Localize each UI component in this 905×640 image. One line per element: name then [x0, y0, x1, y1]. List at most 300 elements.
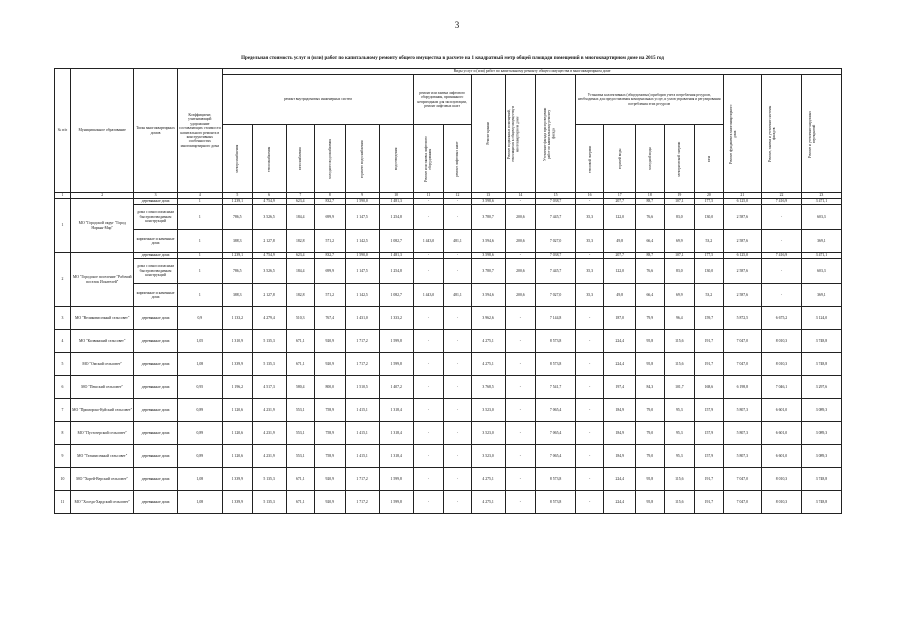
subheader-drainage: водоотведения	[394, 147, 399, 170]
house-type: деревянные дома	[134, 330, 177, 353]
price-value: 3 089,3	[801, 422, 841, 445]
price-value: 3 748,8	[801, 491, 841, 514]
price-value: 182,8	[286, 284, 314, 307]
column-number: 4	[177, 193, 222, 199]
price-value: 1 415,1	[345, 445, 379, 468]
price-value: 7 047,0	[723, 330, 762, 353]
house-type: дома с износоопасным быстровозводимым конструкций	[134, 259, 177, 284]
price-value: 191,7	[695, 491, 723, 514]
price-value: 786,5	[223, 259, 253, 284]
subheader-cell	[223, 125, 253, 193]
price-value: 1 415,1	[345, 422, 379, 445]
price-value: 1 120,6	[223, 445, 253, 468]
price-value: 671,1	[286, 491, 314, 514]
price-value: -	[413, 205, 444, 230]
price-value: -	[413, 259, 444, 284]
price-value: 5 872,5	[723, 307, 762, 330]
subheader-cell	[575, 125, 603, 193]
coefficient-value: 0,95	[177, 376, 222, 399]
header-house-types: Типы многоквартирных домов	[134, 69, 177, 193]
price-value: 758,9	[314, 399, 345, 422]
price-value: 1 717,2	[345, 491, 379, 514]
row-number: 5	[55, 353, 71, 376]
price-value: 79,0	[636, 399, 664, 422]
price-value: 1 599,8	[379, 330, 413, 353]
price-value: 88,7	[636, 199, 664, 205]
price-value: 1 717,2	[345, 468, 379, 491]
price-value: 5 807,3	[723, 399, 762, 422]
price-value: 1 717,2	[345, 353, 379, 376]
table-row	[55, 307, 842, 330]
price-value: 84,3	[636, 376, 664, 399]
price-value: 553,1	[286, 399, 314, 422]
price-value: -	[444, 353, 471, 376]
table-row	[55, 205, 842, 230]
price-value: 115,6	[664, 491, 695, 514]
house-type: деревянные дома	[134, 307, 177, 330]
price-value: 7 541,7	[536, 376, 576, 399]
price-value: 699,9	[314, 259, 345, 284]
price-value: 369,1	[801, 284, 841, 307]
price-value: 6 125,0	[723, 199, 762, 205]
price-value: -	[444, 205, 471, 230]
house-type: деревянные дома	[134, 445, 177, 468]
coefficient-value: 1	[177, 284, 222, 307]
price-value: 4 279,4	[252, 307, 286, 330]
price-value: 224,4	[604, 353, 636, 376]
price-value: 76,6	[636, 205, 664, 230]
price-value: 79,0	[636, 445, 664, 468]
price-value: 2 587,6	[723, 259, 762, 284]
price-value: -	[575, 491, 603, 514]
header-internal-group: ремонт внутридомовых инженерных систем	[223, 75, 414, 125]
price-value: 96,4	[664, 307, 695, 330]
price-value: -	[762, 205, 802, 230]
price-value: 224,4	[604, 468, 636, 491]
price-value: 2 587,6	[723, 284, 762, 307]
price-value: 4 754,9	[252, 199, 286, 205]
price-value: 182,8	[286, 230, 314, 253]
price-value: 1 481,3	[379, 253, 413, 259]
price-value: 1 590,0	[345, 199, 379, 205]
subheader-cell	[252, 125, 286, 193]
subheader-hot-water: горячего водоснабжения	[360, 139, 365, 178]
house-type: кирпичные и каменные дома	[134, 230, 177, 253]
price-value: 157,9	[695, 399, 723, 422]
price-value: -	[444, 422, 471, 445]
price-value: 6 675,2	[762, 307, 802, 330]
row-number: 9	[55, 445, 71, 468]
column-number: 20	[695, 193, 723, 199]
price-value: 4 275,1	[471, 491, 505, 514]
price-value: -	[505, 445, 536, 468]
price-value: 1 239,1	[223, 253, 253, 259]
subheader-cell	[636, 125, 664, 193]
price-value: 767,4	[314, 307, 345, 330]
price-value: 1 318,4	[379, 422, 413, 445]
price-value: 130,0	[695, 205, 723, 230]
price-value: 1 133,2	[223, 307, 253, 330]
header-facade: Утепление фасада при проведении работ по капитальному ремонту фасада	[542, 106, 555, 161]
price-value: 832,7	[314, 199, 345, 205]
price-value: 224,4	[604, 330, 636, 353]
price-value: 3 594,6	[471, 284, 505, 307]
row-number: 1	[55, 199, 71, 253]
price-value: 122,0	[604, 205, 636, 230]
price-value: 35,3	[575, 230, 603, 253]
row-number: 8	[55, 422, 71, 445]
municipality-name: МО "Омский сельсовет"	[70, 353, 134, 376]
price-value: 35,3	[575, 205, 603, 230]
price-value: 95,8	[636, 353, 664, 376]
price-value: -	[413, 468, 444, 491]
price-value: 1 510,5	[345, 376, 379, 399]
price-value: -	[762, 259, 802, 284]
table-row	[55, 230, 842, 253]
house-type: деревянные дома	[134, 468, 177, 491]
row-number: 11	[55, 491, 71, 514]
price-value: -	[444, 399, 471, 422]
price-value: 207,7	[604, 253, 636, 259]
subheader-cell	[664, 125, 695, 193]
municipality-name: МО "Тельвисочный сельсовет"	[70, 445, 134, 468]
price-value: 7 038,7	[536, 253, 576, 259]
header-no: № п/п	[55, 69, 71, 193]
price-value: -	[444, 445, 471, 468]
price-value: 168,6	[695, 376, 723, 399]
price-value: -	[575, 422, 603, 445]
column-number: 18	[636, 193, 664, 199]
price-value: 553,1	[286, 445, 314, 468]
price-value: -	[575, 376, 603, 399]
coefficient-value: 1	[177, 253, 222, 259]
price-value: 3 471,1	[801, 199, 841, 205]
column-number: 22	[762, 193, 802, 199]
subheader-m-gas: газа	[706, 155, 711, 162]
price-value: 5 135,3	[252, 468, 286, 491]
price-value: 7 047,0	[723, 353, 762, 376]
price-value: 79,0	[636, 422, 664, 445]
price-value: 3 523,0	[471, 422, 505, 445]
price-value: 197,4	[604, 376, 636, 399]
table-row	[55, 330, 842, 353]
header-lift-group: ремонт или замена лифтового оборудования, признанного непригодным для эксплуатации, ремонт лифтовых шахт	[413, 75, 471, 125]
price-value: 49,8	[604, 230, 636, 253]
price-value: 107,1	[664, 199, 695, 205]
price-value: 5 135,3	[252, 491, 286, 514]
price-value: 107,1	[664, 253, 695, 259]
price-value: -	[505, 422, 536, 445]
column-number: 7	[286, 193, 314, 199]
header-insulation: Ремонт, замена и утепление системы фасадов	[768, 105, 777, 162]
subheader-gas: газоснабжения	[298, 147, 303, 170]
price-value: 553,1	[286, 422, 314, 445]
house-type: деревянные дома	[134, 422, 177, 445]
price-value: 7 047,0	[723, 491, 762, 514]
subheader-cell	[314, 125, 345, 193]
coefficient-value: 1,08	[177, 353, 222, 376]
subheader-cell	[345, 125, 379, 193]
price-value: 369,1	[801, 230, 841, 253]
price-value: 184,4	[286, 205, 314, 230]
price-value: 481,1	[444, 230, 471, 253]
price-value: 35,3	[575, 284, 603, 307]
price-value: -	[575, 307, 603, 330]
price-value: -	[413, 353, 444, 376]
price-value: 101,7	[664, 376, 695, 399]
municipality-name: МО "Хорей-Верский сельсовет"	[70, 468, 134, 491]
coefficient-value: 1	[177, 199, 222, 205]
municipality-name: МО "Пустозерский сельсовет"	[70, 422, 134, 445]
price-value: 3 962,6	[471, 307, 505, 330]
municipality-name: МО "Великовисочный сельсовет"	[70, 307, 134, 330]
column-number: 2	[70, 193, 134, 199]
price-value: 1 120,6	[223, 422, 253, 445]
price-value: 388,3	[223, 284, 253, 307]
document-title: Предельная стоимость услуг и (или) работ по капитальному ремонту общего имущества в расчете на 1 квадратный метр общей площади помещений в многоквартирном доме на 2015 год	[241, 56, 664, 61]
price-value: 184,4	[286, 259, 314, 284]
price-value: 5 135,3	[252, 353, 286, 376]
price-value: 5 807,3	[723, 445, 762, 468]
price-value: 1 318,4	[379, 445, 413, 468]
price-value: -	[762, 230, 802, 253]
price-value: 184,9	[604, 399, 636, 422]
price-value: 191,7	[695, 353, 723, 376]
price-value: 5 807,3	[723, 422, 762, 445]
price-value: 1 443,0	[413, 230, 444, 253]
table-row	[55, 353, 842, 376]
price-value: 1 147,5	[345, 205, 379, 230]
price-value: 5 135,3	[252, 330, 286, 353]
price-value: 7 046,1	[762, 376, 802, 399]
price-value: 800,0	[314, 376, 345, 399]
subheader-heat: теплоснабжения	[266, 145, 271, 172]
price-value: 603,3	[801, 205, 841, 230]
price-value: -	[444, 199, 471, 205]
column-number: 1	[55, 193, 71, 199]
header-services-group: Виды услуг и (или) работ по капитальному ремонту общего имущества в многоквартирном доме	[223, 69, 842, 75]
price-value: 95,8	[636, 330, 664, 353]
price-value: 7 065,4	[536, 445, 576, 468]
price-value: 6 601,0	[762, 445, 802, 468]
price-value: 1 407,2	[379, 376, 413, 399]
price-value: -	[505, 307, 536, 330]
price-value: 3 598,6	[471, 253, 505, 259]
column-number: 12	[444, 193, 471, 199]
price-value: -	[444, 491, 471, 514]
price-value: 95,3	[664, 399, 695, 422]
price-value: 95,8	[636, 468, 664, 491]
price-value: 7 416,9	[762, 253, 802, 259]
price-value: -	[444, 307, 471, 330]
row-number: 4	[55, 330, 71, 353]
header-basement: Ремонт подвальных помещений, относящихся к общему имуществу в многоквартирном доме	[507, 105, 520, 162]
price-value: 3 598,6	[471, 199, 505, 205]
subheader-m-cold-water: холодной воды	[647, 147, 652, 170]
price-value: 7 047,0	[723, 468, 762, 491]
price-value: -	[444, 253, 471, 259]
price-value: 699,9	[314, 205, 345, 230]
price-value: 3 526,5	[252, 259, 286, 284]
price-value: 184,9	[604, 422, 636, 445]
column-number: 19	[664, 193, 695, 199]
price-value: 3 748,8	[801, 353, 841, 376]
price-value: 1 254,8	[379, 205, 413, 230]
price-value: 1 590,0	[345, 253, 379, 259]
price-value: -	[505, 468, 536, 491]
price-value: 623,4	[286, 199, 314, 205]
price-value: 1 717,2	[345, 330, 379, 353]
subheader-power: электроснабжения	[235, 144, 240, 173]
price-value: -	[575, 445, 603, 468]
coefficient-value: 1	[177, 205, 222, 230]
price-value: 6 198,8	[723, 376, 762, 399]
subheader-cell	[379, 125, 413, 193]
price-value: 7 445,7	[536, 205, 576, 230]
price-value: -	[505, 330, 536, 353]
municipality-name: МО "Городское поселение "Рабочий поселок Искателей"	[70, 253, 134, 307]
price-value: 1 310,9	[223, 330, 253, 353]
subheader-cell	[444, 125, 471, 193]
price-value: 49,8	[604, 284, 636, 307]
price-value: -	[444, 259, 471, 284]
price-value: 122,0	[604, 259, 636, 284]
price-value: 3 748,8	[801, 330, 841, 353]
coefficient-value: 1,05	[177, 330, 222, 353]
price-value: 671,1	[286, 353, 314, 376]
price-value: -	[444, 468, 471, 491]
municipality-name: МО "Колвинский сельсовет"	[70, 330, 134, 353]
header-meters-group: Установка коллективных (общедомовых) приборов учета потребления ресурсов, необходимых для предоставления коммунальных услуг, и узлов управления и регулирования потребления этих ресурсов	[575, 75, 723, 125]
header-coefficient: Коэффициент, учитывающий удорожание составляющих стоимости капитального ремонта в конструктивных особенностях многоквартирного дома	[177, 69, 222, 193]
price-value: 571,2	[314, 230, 345, 253]
price-value: 6 601,0	[762, 399, 802, 422]
house-type: кирпичные и каменные дома	[134, 284, 177, 307]
price-value: 159,7	[695, 307, 723, 330]
price-value: 8 573,8	[536, 330, 576, 353]
column-number: 13	[471, 193, 505, 199]
price-value: 4 231,9	[252, 422, 286, 445]
price-value: 3 526,5	[252, 205, 286, 230]
price-value: 191,7	[695, 468, 723, 491]
price-value: -	[505, 253, 536, 259]
price-value: -	[575, 253, 603, 259]
price-value: 7 027,0	[536, 284, 576, 307]
price-value: -	[413, 445, 444, 468]
price-value: 671,1	[286, 468, 314, 491]
price-value: -	[413, 422, 444, 445]
price-value: 8 573,8	[536, 353, 576, 376]
price-value: 8 573,8	[536, 468, 576, 491]
price-value: 6 125,0	[723, 253, 762, 259]
price-value: 8 573,8	[536, 491, 576, 514]
price-value: -	[444, 376, 471, 399]
price-value: 4 517,3	[252, 376, 286, 399]
price-value: 7 445,7	[536, 259, 576, 284]
price-value: 832,7	[314, 253, 345, 259]
price-value: 200,6	[505, 259, 536, 284]
price-value: 3 471,1	[801, 253, 841, 259]
price-value: 187,0	[604, 307, 636, 330]
price-value: 2 127,8	[252, 230, 286, 253]
subheader-m-power: электрической энергии	[677, 140, 682, 177]
price-value: 157,9	[695, 422, 723, 445]
price-value: 157,9	[695, 445, 723, 468]
price-value: 1 142,5	[345, 230, 379, 253]
price-value: 2 587,6	[723, 230, 762, 253]
house-type: деревянные дома	[134, 353, 177, 376]
municipality-name: МО "Городской округ "Город Нарьян-Мар"	[70, 199, 134, 253]
price-value: 3 594,6	[471, 230, 505, 253]
price-value: -	[505, 353, 536, 376]
price-value: 510,3	[286, 307, 314, 330]
subheader-cold-water: холодного водоснабжения	[327, 138, 332, 179]
column-number: 15	[536, 193, 576, 199]
municipality-name: МО "Хоседа-Хардский сельсовет"	[70, 491, 134, 514]
coefficient-value: 1,08	[177, 491, 222, 514]
price-value: 207,7	[604, 199, 636, 205]
price-value: 2 587,6	[723, 205, 762, 230]
municipality-name: МО "Приморско-Куйский сельсовет"	[70, 399, 134, 422]
price-value: 758,9	[314, 445, 345, 468]
header-municipality: Муниципальное образование	[70, 69, 134, 193]
house-type: деревянные дома	[134, 491, 177, 514]
price-value: -	[505, 491, 536, 514]
page-number: 3	[454, 20, 460, 30]
price-value: 8 010,3	[762, 330, 802, 353]
coefficient-value: 1,08	[177, 468, 222, 491]
price-value: -	[413, 307, 444, 330]
price-value: 1 443,0	[413, 284, 444, 307]
row-number: 2	[55, 253, 71, 307]
price-value: 79,9	[636, 307, 664, 330]
subheader-cell	[413, 125, 444, 193]
row-number: 3	[55, 307, 71, 330]
price-value: 920,9	[314, 353, 345, 376]
price-value: 481,1	[444, 284, 471, 307]
price-value: 66,4	[636, 230, 664, 253]
coefficient-value: 0,89	[177, 399, 222, 422]
price-value: 177,5	[695, 199, 723, 205]
price-value: -	[575, 399, 603, 422]
price-value: 4 231,9	[252, 399, 286, 422]
municipality-name: МО "Пешский сельсовет"	[70, 376, 134, 399]
price-value: 69,9	[664, 284, 695, 307]
table-row	[55, 376, 842, 399]
price-value: 1 339,9	[223, 491, 253, 514]
price-value: 3 089,3	[801, 445, 841, 468]
price-value: 177,5	[695, 253, 723, 259]
price-value: 1 120,6	[223, 399, 253, 422]
table-row	[55, 468, 842, 491]
price-value: 8 010,3	[762, 353, 802, 376]
price-value: 76,6	[636, 259, 664, 284]
price-value: 7 065,4	[536, 399, 576, 422]
coefficient-value: 0,9	[177, 307, 222, 330]
price-value: 3 748,8	[801, 468, 841, 491]
price-value: 3 297,6	[801, 376, 841, 399]
price-value: 3 780,7	[471, 205, 505, 230]
price-value: -	[413, 253, 444, 259]
price-value: 184,9	[604, 445, 636, 468]
price-value: 35,3	[575, 259, 603, 284]
price-value: -	[413, 399, 444, 422]
price-value: 130,0	[695, 259, 723, 284]
price-value: 3 089,3	[801, 399, 841, 422]
price-value: 1 147,5	[345, 259, 379, 284]
price-value: 1 431,0	[345, 307, 379, 330]
price-value: 6 601,0	[762, 422, 802, 445]
